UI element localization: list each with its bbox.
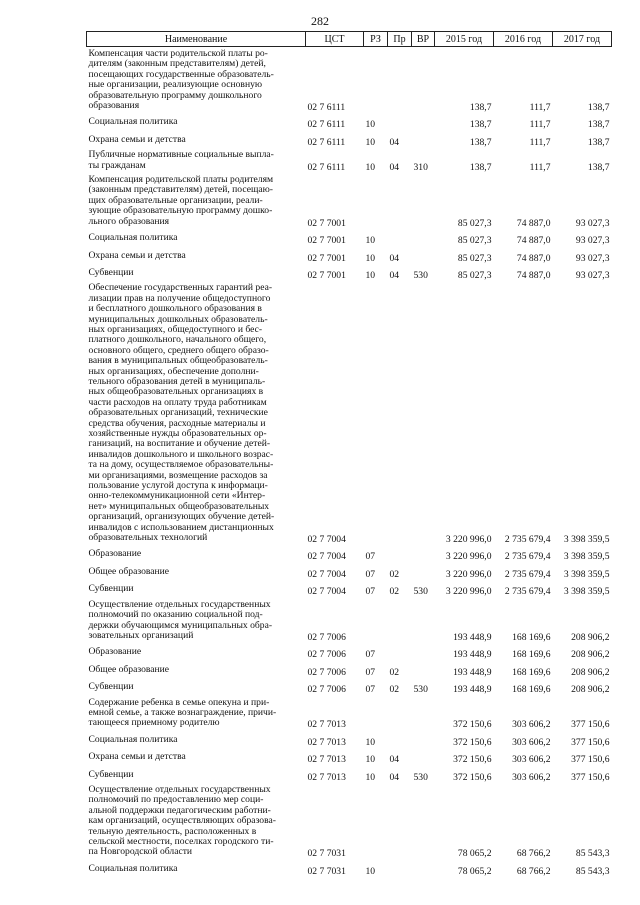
row-name: Общее образование [88, 663, 170, 675]
row-pr: 04 [389, 136, 400, 148]
row-pr: 04 [389, 161, 400, 173]
row-name: Публичные нормативные социальные выпла- ты гражданам [88, 149, 274, 171]
row-2016: 303 606,2 [512, 736, 551, 748]
row-2017: 85 543,3 [575, 865, 610, 877]
row-pr: 04 [389, 252, 400, 264]
row-pr: 04 [389, 754, 400, 766]
row-rz: 10 [365, 771, 376, 783]
row-vr [412, 748, 435, 765]
table-body [87, 47, 612, 878]
row-vr [412, 545, 435, 562]
row-name: Компенсация части родительской платы ро- дителям (законным представителям) детей, посещающих государственные образователь- ные организации, реализующие основную образовательную программу дошкольного образования [88, 48, 274, 112]
row-pr: 04 [389, 771, 400, 783]
header-vr: ВР [412, 32, 435, 47]
row-name: Субвенции [88, 266, 134, 278]
row-2015: 138,7 [469, 161, 492, 173]
row-name: Осуществление отдельных государственных полномочий по предоставлению мер соци- альной поддержки педагогическим работни- кам организаций, осуществляющих образова- тельную деятельность, расположенных в сельской местности, поселках городского ти- па Новгородской области [88, 783, 276, 858]
row-cst: 02 7 7004 [307, 534, 346, 546]
row-name: Содержание ребенка в семье опекуна и при- емной семье, а также вознаграждение, причи- тающееся приемному родителю [88, 696, 277, 729]
table-row [87, 580, 612, 597]
row-2016: 74 887,0 [516, 235, 551, 247]
table-row [87, 766, 612, 783]
row-cst: 02 7 7006 [307, 666, 346, 678]
table-row [87, 731, 612, 748]
header-2016: 2016 год [494, 32, 553, 47]
row-vr: 530 [413, 586, 428, 598]
row-pr [388, 783, 412, 860]
row-2015: 85 027,3 [457, 235, 492, 247]
row-2016: 111,7 [529, 136, 551, 148]
table-row [87, 748, 612, 765]
row-2015: 85 027,3 [457, 217, 492, 229]
row-2017: 85 543,3 [575, 848, 610, 860]
row-name: Субвенции [88, 681, 134, 693]
row-cst: 02 7 7001 [307, 217, 346, 229]
row-2017: 377 150,6 [571, 736, 610, 748]
row-2017: 93 027,3 [575, 217, 610, 229]
row-pr: 02 [389, 684, 400, 696]
row-cst: 02 7 6111 [307, 119, 346, 131]
row-name: Образование [88, 646, 142, 658]
row-cst: 02 7 7013 [307, 736, 346, 748]
row-vr: 530 [413, 269, 428, 281]
table-row [87, 598, 612, 644]
row-pr [388, 860, 412, 877]
row-rz [364, 281, 388, 545]
row-2016: 111,7 [529, 161, 551, 173]
row-rz: 10 [365, 269, 376, 281]
row-rz: 10 [365, 136, 376, 148]
row-2017: 377 150,6 [571, 754, 610, 766]
row-2015: 193 448,9 [453, 631, 492, 643]
row-2015: 138,7 [469, 119, 492, 131]
row-2017: 208 906,2 [571, 631, 610, 643]
row-2016: 168 169,6 [512, 631, 551, 643]
page-number: 282 [311, 14, 329, 28]
row-rz: 07 [365, 586, 376, 598]
row-name: Субвенции [88, 768, 134, 780]
row-vr [412, 229, 435, 246]
row-name: Обеспечение государственных гарантий реа- лизации прав на получение общедоступного и бесплатного дошкольного образования в муниципальных дошкольных образователь- ных организациях, общедоступного и бес- платного дошкольного, начального общего, основного общего, среднего общего образо- вания в муниципальных общеобразователь- ных организациях, обеспечение дополни- тельного образования детей в муниципаль- ных общеобразовательных организациях в части расходов на оплату труда работникам образовательных организаций, технические средства обучения, расходные материалы и хозяйственные нужды образовательных ор- ганизаций, на воспитание и обучение детей- инвалидов дошкольного и школьного возрас- та на дому, осуществляемое образовательны- ми организациями, возмещение расходов за пользование услугой доступа к информаци- онно-телекоммуникационной сети «Интер- нет» муниципальных общеобразовательных организаций, организующих обучение детей- инвалидов с использованием дистанционных образовательных технологий [88, 282, 275, 544]
row-pr: 02 [389, 586, 400, 598]
row-cst: 02 7 6111 [307, 136, 346, 148]
row-2017: 93 027,3 [575, 235, 610, 247]
table-row [87, 131, 612, 148]
row-2017: 138,7 [587, 161, 610, 173]
row-2016: 2 735 679,4 [504, 534, 551, 546]
row-2016: 74 887,0 [516, 252, 551, 264]
table-row [87, 545, 612, 562]
table-row [87, 696, 612, 731]
row-name: Социальная политика [88, 733, 178, 745]
row-name: Осуществление отдельных государственных полномочий по оказанию социальной под- держки обучающимся муниципальных обра- зовательных организаций [88, 598, 273, 641]
row-2015: 78 065,2 [457, 865, 492, 877]
row-name: Социальная политика [88, 116, 178, 128]
row-vr [412, 696, 435, 731]
row-cst: 02 7 7013 [307, 754, 346, 766]
row-cst: 02 7 7001 [307, 269, 346, 281]
row-name: Социальная политика [88, 232, 178, 244]
row-pr [388, 281, 412, 545]
row-2017: 138,7 [587, 136, 610, 148]
row-2016: 111,7 [529, 102, 551, 114]
row-2015: 193 448,9 [453, 649, 492, 661]
table-row [87, 47, 612, 114]
row-rz: 10 [365, 865, 376, 877]
row-rz [364, 47, 388, 114]
row-vr [412, 598, 435, 644]
row-cst: 02 7 7001 [307, 252, 346, 264]
row-cst: 02 7 6111 [307, 102, 346, 114]
row-2016: 2 735 679,4 [504, 586, 551, 598]
row-pr: 04 [389, 269, 400, 281]
row-2017: 208 906,2 [571, 666, 610, 678]
row-2017: 138,7 [587, 102, 610, 114]
table-row [87, 643, 612, 660]
row-cst: 02 7 7006 [307, 631, 346, 643]
row-rz [364, 696, 388, 731]
row-2015: 3 220 996,0 [445, 534, 492, 546]
row-2017: 208 906,2 [571, 649, 610, 661]
table-row [87, 229, 612, 246]
table-row [87, 678, 612, 695]
budget-table [86, 31, 612, 877]
row-cst: 02 7 7004 [307, 586, 346, 598]
row-vr [412, 563, 435, 580]
row-pr [388, 731, 412, 748]
row-2015: 138,7 [469, 136, 492, 148]
header-cst: ЦСТ [306, 32, 364, 47]
row-2016: 111,7 [529, 119, 551, 131]
row-2016: 303 606,2 [512, 719, 551, 731]
row-vr [412, 661, 435, 678]
row-cst: 02 7 7001 [307, 235, 346, 247]
row-rz: 10 [365, 119, 376, 131]
row-2017: 3 398 359,5 [563, 568, 610, 580]
table-row [87, 264, 612, 281]
row-2015: 85 027,3 [457, 252, 492, 264]
row-name: Образование [88, 548, 142, 560]
row-cst: 02 7 7031 [307, 865, 346, 877]
row-2015: 78 065,2 [457, 848, 492, 860]
row-pr [388, 47, 412, 114]
row-2017: 138,7 [587, 119, 610, 131]
row-2015: 3 220 996,0 [445, 568, 492, 580]
row-rz [364, 783, 388, 860]
row-pr [388, 598, 412, 644]
row-cst: 02 7 7004 [307, 568, 346, 580]
row-2016: 168 169,6 [512, 684, 551, 696]
row-2016: 168 169,6 [512, 649, 551, 661]
row-2015: 193 448,9 [453, 666, 492, 678]
row-pr [388, 229, 412, 246]
row-rz: 10 [365, 252, 376, 264]
table-header [87, 32, 612, 47]
row-2016: 68 766,2 [516, 848, 551, 860]
row-cst: 02 7 7013 [307, 771, 346, 783]
row-2017: 93 027,3 [575, 269, 610, 281]
row-name: Субвенции [88, 583, 134, 595]
row-name: Охрана семьи и детства [88, 751, 186, 763]
table-row [87, 247, 612, 264]
table-row [87, 148, 612, 173]
row-rz: 10 [365, 736, 376, 748]
row-pr [388, 173, 412, 229]
row-name: Охрана семьи и детства [88, 249, 186, 261]
header-rz: РЗ [364, 32, 388, 47]
row-vr [412, 643, 435, 660]
row-2015: 372 150,6 [453, 771, 492, 783]
row-rz: 10 [365, 754, 376, 766]
header-name: Наименование [87, 32, 306, 47]
row-2017: 3 398 359,5 [563, 534, 610, 546]
row-rz: 07 [365, 666, 376, 678]
row-2016: 68 766,2 [516, 865, 551, 877]
table-row [87, 661, 612, 678]
row-2017: 377 150,6 [571, 719, 610, 731]
table-row [87, 860, 612, 877]
row-2015: 372 150,6 [453, 736, 492, 748]
row-rz: 07 [365, 649, 376, 661]
row-name: Компенсация родительской платы родителям (законным представителям) детей, посещаю- щих образовательные организации, реали- зующие образовательную программу дошко- льного образования [88, 174, 274, 227]
row-rz: 07 [365, 684, 376, 696]
row-2015: 372 150,6 [453, 719, 492, 731]
row-2016: 168 169,6 [512, 666, 551, 678]
row-2015: 372 150,6 [453, 754, 492, 766]
row-cst: 02 7 6111 [307, 161, 346, 173]
row-vr [412, 731, 435, 748]
row-pr: 02 [389, 568, 400, 580]
row-2015: 85 027,3 [457, 269, 492, 281]
row-cst: 02 7 7006 [307, 684, 346, 696]
row-vr [412, 131, 435, 148]
row-2016: 303 606,2 [512, 771, 551, 783]
row-rz: 10 [365, 161, 376, 173]
row-vr [412, 860, 435, 877]
row-2016: 74 887,0 [516, 269, 551, 281]
row-cst: 02 7 7013 [307, 719, 346, 731]
row-2017: 3 398 359,5 [563, 586, 610, 598]
row-2016: 2 735 679,4 [504, 568, 551, 580]
row-name: Общее образование [88, 565, 170, 577]
row-2017: 377 150,6 [571, 771, 610, 783]
table-row [87, 113, 612, 130]
table-row [87, 281, 612, 545]
row-vr: 310 [413, 161, 428, 173]
row-cst: 02 7 7004 [307, 551, 346, 563]
table-row [87, 563, 612, 580]
row-rz: 10 [365, 235, 376, 247]
row-vr [412, 281, 435, 545]
table-row [87, 783, 612, 860]
row-vr: 530 [413, 684, 428, 696]
header-pr: Пр [388, 32, 412, 47]
row-vr [412, 247, 435, 264]
row-2016: 2 735 679,4 [504, 551, 551, 563]
row-name: Социальная политика [88, 862, 178, 874]
row-2015: 193 448,9 [453, 684, 492, 696]
row-rz: 07 [365, 568, 376, 580]
row-2015: 138,7 [469, 102, 492, 114]
row-vr [412, 173, 435, 229]
header-2017: 2017 год [553, 32, 612, 47]
row-name: Охрана семьи и детства [88, 133, 186, 145]
row-2017: 93 027,3 [575, 252, 610, 264]
header-2015: 2015 год [435, 32, 494, 47]
row-rz [364, 598, 388, 644]
row-2015: 3 220 996,0 [445, 551, 492, 563]
row-cst: 02 7 7031 [307, 848, 346, 860]
row-2016: 74 887,0 [516, 217, 551, 229]
row-vr [412, 47, 435, 114]
row-pr: 02 [389, 666, 400, 678]
row-pr [388, 643, 412, 660]
row-2016: 303 606,2 [512, 754, 551, 766]
row-cst: 02 7 7006 [307, 649, 346, 661]
row-2017: 3 398 359,5 [563, 551, 610, 563]
row-pr [388, 113, 412, 130]
row-2015: 3 220 996,0 [445, 586, 492, 598]
table-row [87, 173, 612, 229]
row-rz [364, 173, 388, 229]
row-rz: 07 [365, 551, 376, 563]
row-pr [388, 545, 412, 562]
row-2017: 208 906,2 [571, 684, 610, 696]
row-pr [388, 696, 412, 731]
row-vr [412, 783, 435, 860]
row-vr [412, 113, 435, 130]
row-vr: 530 [413, 771, 428, 783]
